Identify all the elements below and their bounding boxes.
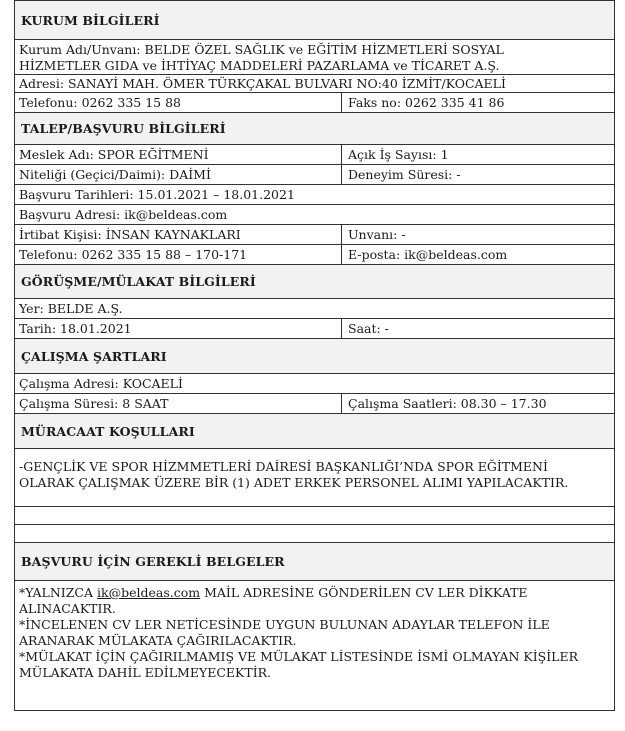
job-posting-form	[14, 0, 615, 711]
institution-fax: Faks no: 0262 335 41 86	[348, 95, 505, 110]
section-header-talep	[14, 113, 615, 145]
email-link[interactable]: ik@beldeas.com	[97, 585, 201, 600]
section-title: ÇALIŞMA ŞARTLARI	[21, 348, 167, 364]
institution-name-line2: HİZMETLER GIDA ve İHTİYAÇ MADDELERİ PAZARLAMA ve TİCARET A.Ş.	[19, 58, 500, 73]
application-address: Başvuru Adresi: ik@beldeas.com	[19, 207, 228, 222]
section-header-kurum	[14, 0, 615, 40]
institution-name-line1: Kurum Adı/Unvanı: BELDE ÖZEL SAĞLIK ve EĞİTİM HİZMETLERİ SOSYAL	[19, 42, 504, 57]
contact-phone-row	[14, 245, 615, 265]
institution-contact-row	[14, 93, 615, 113]
interview-time: Saat: -	[348, 321, 389, 336]
contact-phone: Telefonu: 0262 335 15 88 – 170-171	[15, 245, 342, 264]
doc-item-1-prefix: *YALNIZCA	[19, 585, 97, 600]
doc-item-3-line2: MÜLAKATA DAHİL EDİLMEYECEKTİR.	[19, 665, 272, 680]
section-title: KURUM BİLGİLERİ	[21, 12, 160, 28]
doc-item-3-line1: *MÜLAKAT İÇİN ÇAĞIRILMAMIŞ VE MÜLAKAT LİSTESİNDE İSMİ OLMAYAN KİŞİLER	[19, 649, 579, 664]
section-title: TALEP/BAŞVURU BİLGİLERİ	[21, 121, 226, 136]
doc-item-1-line2: ALINACAKTIR.	[19, 601, 116, 616]
section-title: MÜRACAAT KOŞULLARI	[21, 423, 195, 439]
interview-place: Yer: BELDE A.Ş.	[19, 301, 123, 316]
doc-item-1-suffix: MAİL ADRESİNE GÖNDERİLEN CV LER DİKKATE	[200, 585, 528, 600]
empty-row	[14, 507, 615, 525]
application-conditions	[14, 449, 615, 507]
institution-name-field	[14, 40, 615, 75]
contact-person-row	[14, 225, 615, 245]
application-address-field	[14, 205, 615, 225]
section-header-belgeler	[14, 543, 615, 581]
conditions-line2: OLARAK ÇALIŞMAK ÜZERE BİR (1) ADET ERKEK PERSONEL ALIMI YAPILACAKTIR.	[19, 475, 569, 490]
interview-date: Tarih: 18.01.2021	[15, 319, 342, 338]
contact-title: Unvanı: -	[348, 227, 406, 242]
interview-datetime-row	[14, 319, 615, 339]
section-header-gorusme	[14, 265, 615, 299]
profession-row	[14, 145, 615, 165]
application-dates: Başvuru Tarihleri: 15.01.2021 – 18.01.2021	[19, 187, 295, 202]
work-address-field	[14, 374, 615, 394]
open-jobs-count: Açık İş Sayısı: 1	[348, 147, 449, 162]
doc-item-2-line1: *İNCELENEN CV LER NETİCESİNDE UYGUN BULUNAN ADAYLAR TELEFON İLE	[19, 617, 550, 632]
conditions-line1: -GENÇLİK VE SPOR HİZMMETLERİ DAİRESİ BAŞKANLIĞI’NDA SPOR EĞİTMENİ	[19, 459, 548, 474]
doc-item-2-line2: ARANARAK MÜLAKATA ÇAĞIRILACAKTIR.	[19, 633, 297, 648]
application-dates-field	[14, 185, 615, 205]
profession-name: Meslek Adı: SPOR EĞİTMENİ	[15, 145, 342, 164]
institution-phone: Telefonu: 0262 335 15 88	[15, 93, 342, 112]
doc-item-1-line1	[19, 585, 610, 601]
required-documents	[14, 581, 615, 711]
experience-duration: Deneyim Süresi: -	[348, 167, 461, 182]
job-nature: Niteliği (Geçici/Daimi): DAİMİ	[15, 165, 342, 184]
contact-email: E-posta: ik@beldeas.com	[348, 247, 508, 262]
work-hours: Çalışma Saatleri: 08.30 – 17.30	[348, 396, 547, 411]
section-header-calisma	[14, 339, 615, 374]
institution-address: Adresi: SANAYİ MAH. ÖMER TÜRKÇAKAL BULVARI NO:40 İZMİT/KOCAELİ	[19, 76, 506, 91]
nature-row	[14, 165, 615, 185]
contact-person: İrtibat Kişisi: İNSAN KAYNAKLARI	[15, 225, 342, 244]
work-duration: Çalışma Süresi: 8 SAAT	[15, 394, 342, 413]
section-title: BAŞVURU İÇİN GEREKLİ BELGELER	[21, 554, 285, 569]
empty-row	[14, 525, 615, 543]
institution-address-field	[14, 75, 615, 93]
work-address: Çalışma Adresi: KOCAELİ	[19, 376, 183, 391]
work-duration-row	[14, 394, 615, 414]
interview-place-field	[14, 299, 615, 319]
section-title: GÖRÜŞME/MÜLAKAT BİLGİLERİ	[21, 274, 256, 289]
section-header-muracaat	[14, 414, 615, 449]
